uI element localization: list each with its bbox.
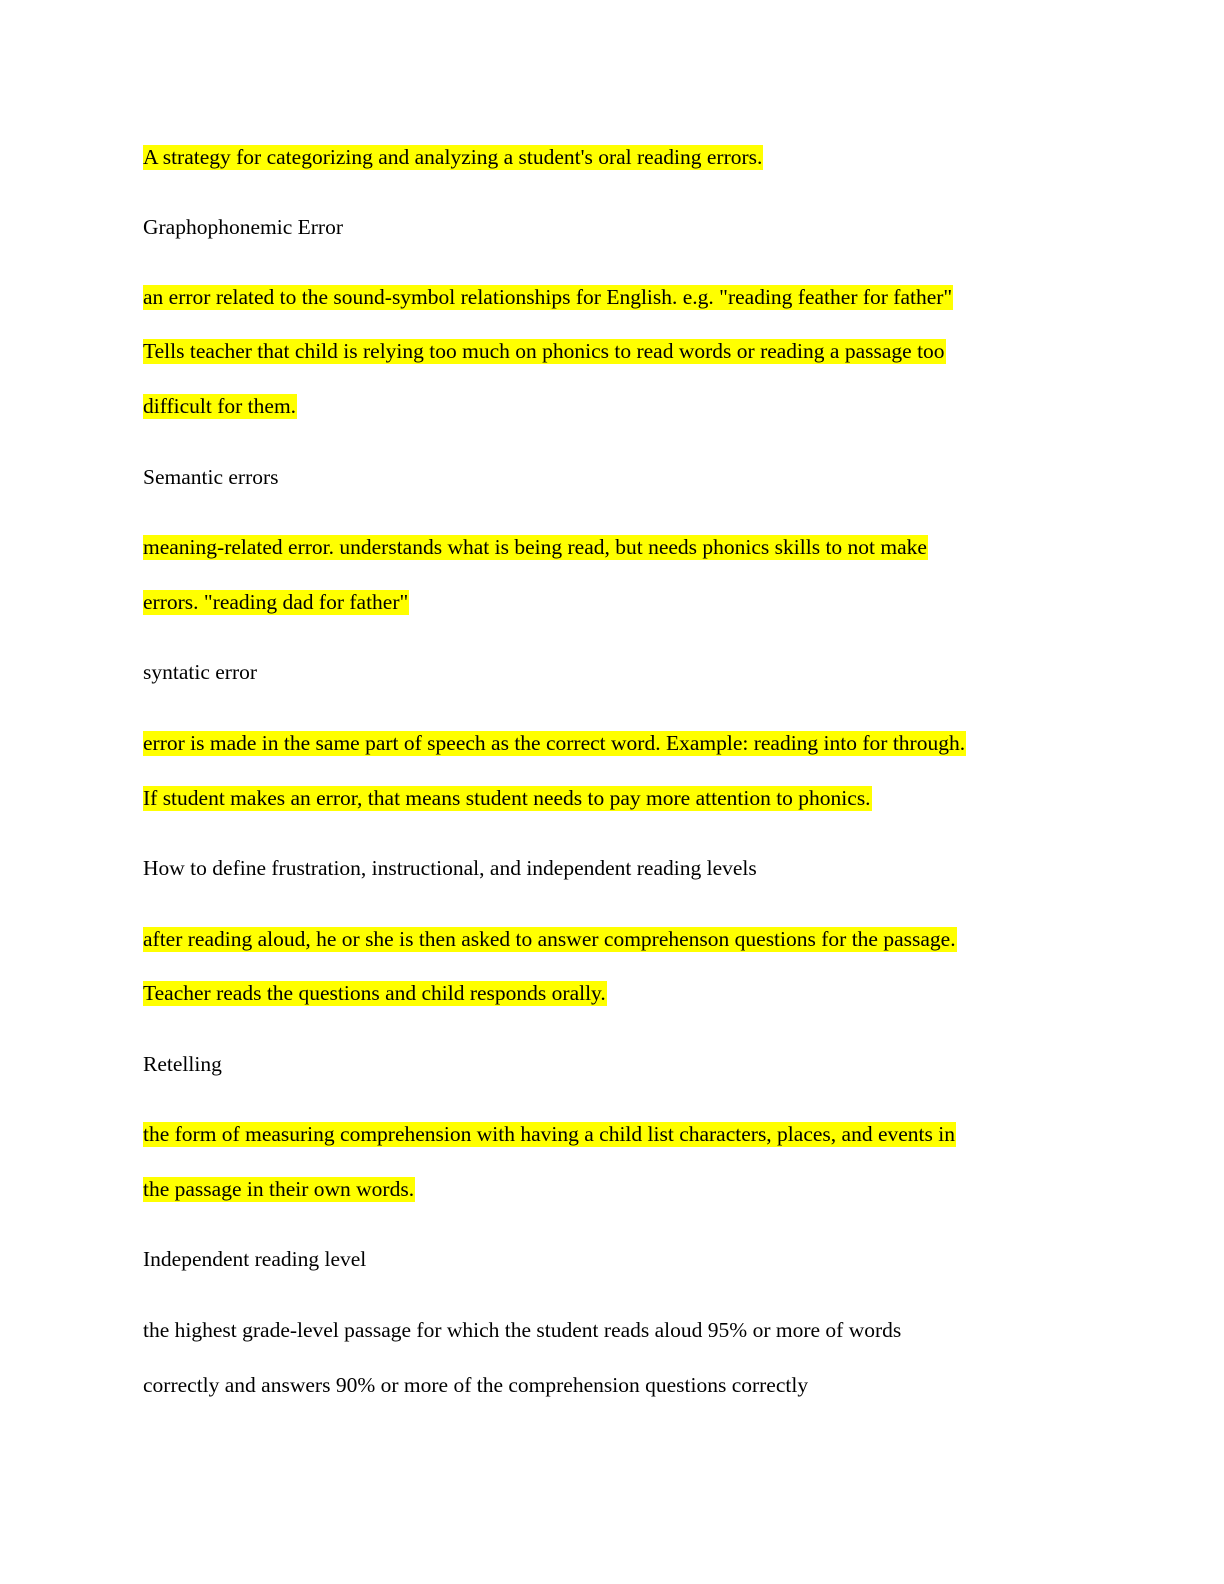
term-heading: Graphophonemic Error: [143, 215, 343, 239]
term-heading: Independent reading level: [143, 1247, 367, 1271]
line-7: [143, 533, 928, 561]
highlighted-text: the form of measuring comprehension with having a child list characters, places, and events in: [143, 1122, 955, 1146]
line-5: [143, 392, 297, 420]
line-2: [143, 213, 343, 241]
line-9: [143, 658, 257, 686]
highlighted-text: after reading aloud, he or she is then asked to answer comprehenson questions for the passage.: [143, 927, 956, 951]
line-6: [143, 463, 279, 491]
line-13: [143, 925, 957, 953]
highlighted-text: difficult for them.: [143, 394, 297, 418]
definition-text: the highest grade-level passage for which the student reads aloud 95% or more of words: [143, 1318, 902, 1342]
highlighted-text: Tells teacher that child is relying too much on phonics to read words or reading a passage too: [143, 339, 945, 363]
highlighted-text: an error related to the sound-symbol relationships for English. e.g. "reading feather for father": [143, 285, 953, 309]
line-12: [143, 854, 757, 882]
highlighted-text: If student makes an error, that means student needs to pay more attention to phonics.: [143, 786, 871, 810]
line-4: [143, 337, 946, 365]
line-17: [143, 1175, 415, 1203]
highlighted-text: the passage in their own words.: [143, 1177, 415, 1201]
line-20: [143, 1371, 808, 1399]
term-heading: syntatic error: [143, 660, 258, 684]
line-10: [143, 729, 966, 757]
term-heading: Semantic errors: [143, 465, 279, 489]
highlighted-text: Teacher reads the questions and child responds orally.: [143, 981, 606, 1005]
line-14: [143, 979, 607, 1007]
line-18: [143, 1245, 366, 1273]
term-heading: How to define frustration, instructional, and independent reading levels: [143, 856, 757, 880]
highlighted-text: errors. "reading dad for father": [143, 590, 409, 614]
line-15: [143, 1050, 222, 1078]
line-8: [143, 588, 409, 616]
highlighted-text: error is made in the same part of speech as the correct word. Example: reading into for through.: [143, 731, 966, 755]
term-heading: Retelling: [143, 1052, 222, 1076]
definition-text: correctly and answers 90% or more of the comprehension questions correctly: [143, 1373, 809, 1397]
line-19: [143, 1316, 901, 1344]
line-11: [143, 784, 872, 812]
highlighted-text: A strategy for categorizing and analyzing a student's oral reading errors.: [143, 145, 763, 169]
line-1: [143, 143, 763, 171]
highlighted-text: meaning-related error. understands what is being read, but needs phonics skills to not make: [143, 535, 927, 559]
line-3: [143, 283, 953, 311]
line-16: [143, 1120, 956, 1148]
